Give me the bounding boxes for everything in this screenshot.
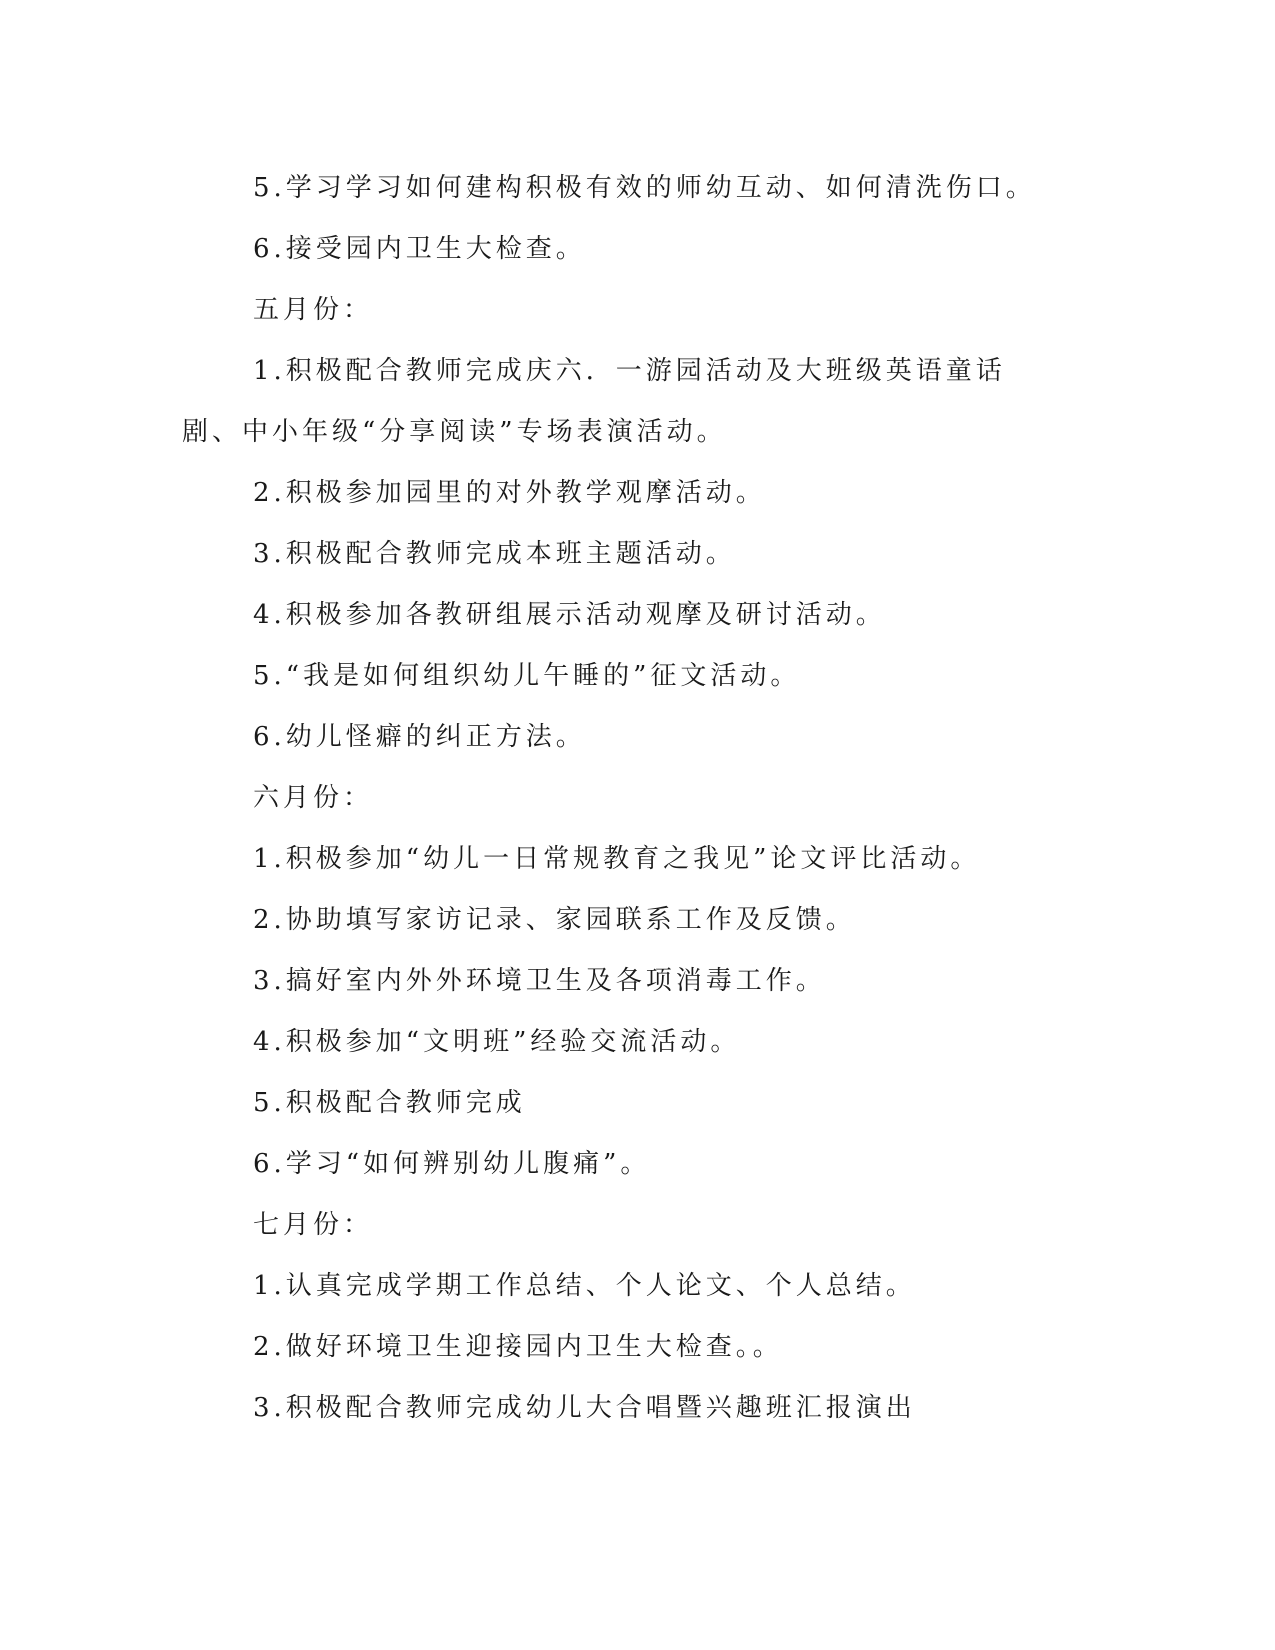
paragraph-may2-item-2: 2.积极参加园里的对外教学观摩活动。 [253, 478, 766, 508]
paragraph-may-item-6: 6.接受园内卫生大检查。 [253, 234, 586, 264]
paragraph-june-item-2: 2.协助填写家访记录、家园联系工作及反馈。 [253, 905, 856, 935]
section-heading-june: 六月份： [253, 783, 374, 813]
paragraph-july-item-2: 2.做好环境卫生迎接园内卫生大检查。。 [253, 1332, 783, 1362]
section-heading-may: 五月份： [253, 295, 374, 325]
paragraph-may-item-5: 5.学习学习如何建构积极有效的师幼互动、如何清洗伤口。 [253, 173, 1036, 203]
section-heading-july: 七月份： [253, 1210, 374, 1240]
paragraph-july-item-3: 3.积极配合教师完成幼儿大合唱暨兴趣班汇报演出 [253, 1393, 916, 1423]
paragraph-may2-item-1: 1.积极配合教师完成庆六．一游园活动及大班级英语童话剧、中小年级“分享阅读”专场表演活动。 [182, 356, 1006, 447]
paragraph-june-item-6: 6.学习“如何辨别幼儿腹痛”。 [253, 1149, 651, 1179]
paragraph-may2-item-6: 6.幼儿怪癖的纠正方法。 [253, 722, 586, 752]
paragraph-june-item-3: 3.搞好室内外外环境卫生及各项消毒工作。 [253, 966, 826, 996]
paragraph-may2-item-5: 5.“我是如何组织幼儿午睡的”征文活动。 [253, 661, 801, 691]
document-body [182, 158, 1062, 1439]
paragraph-june-item-5: 5.积极配合教师完成 [253, 1088, 526, 1118]
paragraph-july-item-1: 1.认真完成学期工作总结、个人论文、个人总结。 [253, 1271, 916, 1301]
paragraph-june-item-4: 4.积极参加“文明班”经验交流活动。 [253, 1027, 741, 1057]
paragraph-june-item-1: 1.积极参加“幼儿一日常规教育之我见”论文评比活动。 [253, 844, 981, 874]
paragraph-may2-item-4: 4.积极参加各教研组展示活动观摩及研讨活动。 [253, 600, 886, 630]
paragraph-may2-item-3: 3.积极配合教师完成本班主题活动。 [253, 539, 736, 569]
